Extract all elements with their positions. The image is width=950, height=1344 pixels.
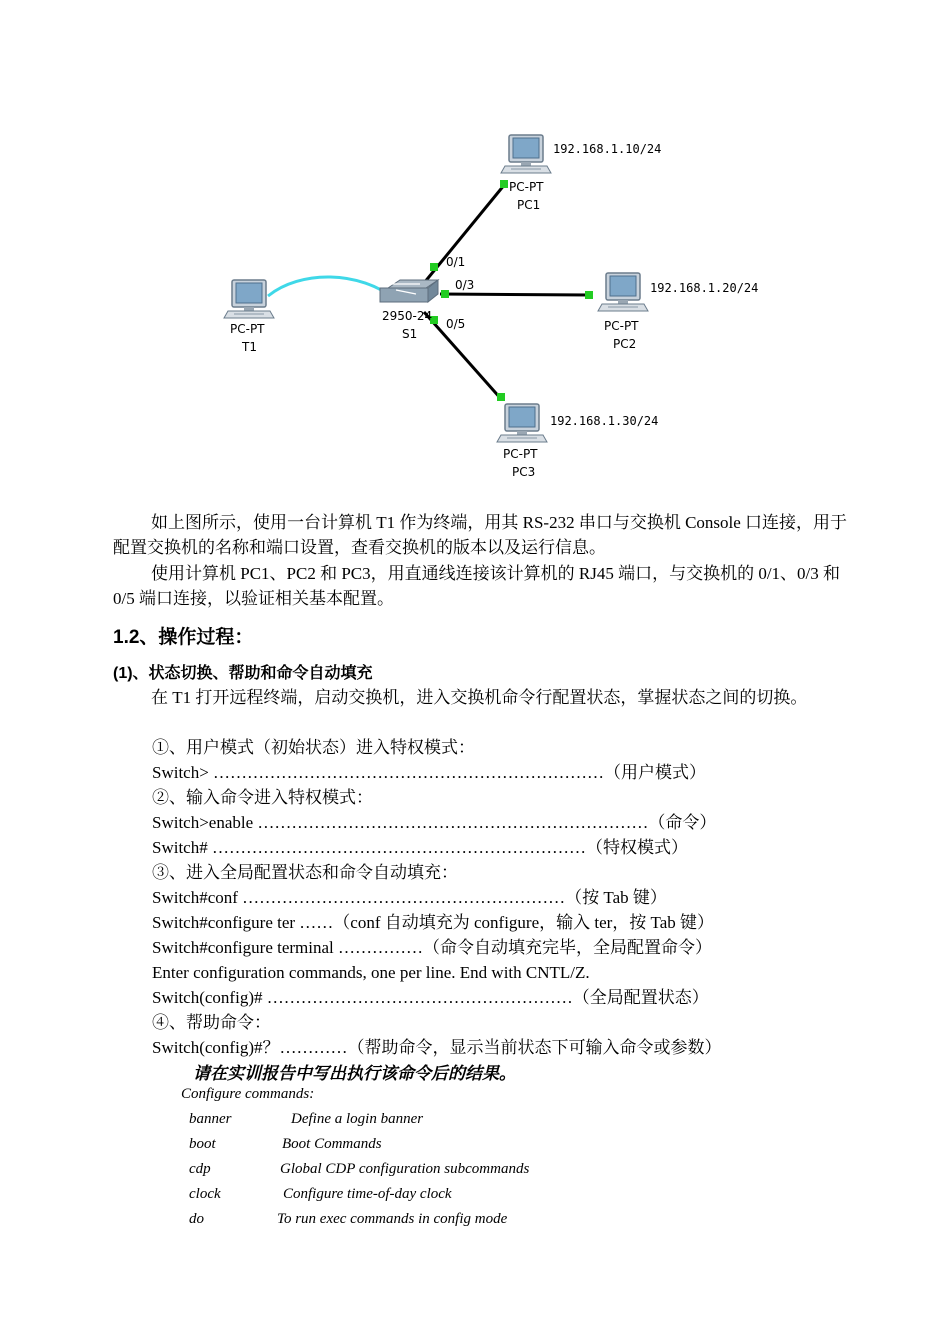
report-note: 请在实训报告中写出执行该命令后的结果。 bbox=[193, 1064, 516, 1083]
step-line: Enter configuration commands, one per line. End with CNTL/Z. bbox=[152, 963, 590, 982]
step-line: Switch#configure terminal ……………（命令自动填充完毕，全局配置命令） bbox=[152, 938, 713, 957]
t1-type-label: PC-PT bbox=[230, 322, 265, 336]
step-line: ④、帮助命令： bbox=[152, 1013, 271, 1032]
step-line: Switch> ……………………………………………………………（用户模式） bbox=[152, 763, 707, 782]
network-topology-diagram bbox=[0, 0, 950, 500]
port-label-0-1: 0/1 bbox=[446, 255, 466, 269]
intro-paragraph-1: 如上图所示，使用一台计算机 T1 作为终端，用其 RS-232 串口与交换机 Console 口连接，用于配置交换机的名称和端口设置，查看交换机的版本以及运行信息。 bbox=[113, 513, 848, 557]
step-line: Switch(config)# ………………………………………………（全局配置状态） bbox=[152, 988, 709, 1007]
pc2-type-label: PC-PT bbox=[604, 319, 639, 333]
port-light bbox=[430, 263, 438, 271]
switch-name-label: S1 bbox=[402, 327, 418, 341]
switch-type-label: 2950-24 bbox=[382, 309, 433, 323]
step-line: Switch#conf …………………………………………………（按 Tab 键） bbox=[152, 888, 667, 907]
t1-name-label: T1 bbox=[242, 340, 257, 354]
step-line: ①、用户模式（初始状态）进入特权模式： bbox=[152, 738, 475, 757]
pc1-computer-icon bbox=[501, 135, 551, 173]
command-description: Configure time-of-day clock bbox=[283, 1186, 452, 1202]
pc3-ip-label: 192.168.1.30/24 bbox=[550, 414, 659, 428]
pc2-ip-label: 192.168.1.20/24 bbox=[650, 281, 759, 295]
procedure-paragraph: 在 T1 打开远程终端，启动交换机，进入交换机命令行配置状态，掌握状态之间的切换。 bbox=[151, 688, 808, 707]
port-light bbox=[500, 180, 508, 188]
pc1-name-label: PC1 bbox=[517, 198, 541, 212]
step-line: Switch# …………………………………………………………（特权模式） bbox=[152, 838, 688, 857]
port-light bbox=[441, 290, 449, 298]
port-label-0-3: 0/3 bbox=[455, 278, 475, 292]
configure-commands-title: Configure commands: bbox=[181, 1086, 315, 1102]
command-description: To run exec commands in config mode bbox=[277, 1211, 508, 1227]
step-line: ②、输入命令进入特权模式： bbox=[152, 788, 373, 807]
intro-paragraph-2: 使用计算机 PC1、PC2 和 PC3，用直通线连接该计算机的 RJ45 端口，与交换机的 0/1、0/3 和 0/5 端口连接，以验证相关基本配置。 bbox=[113, 564, 841, 608]
section-heading: 1.2、操作过程： bbox=[113, 627, 254, 648]
subsection-heading: (1)、状态切换、帮助和命令自动填充 bbox=[113, 665, 373, 682]
pc2-computer-icon bbox=[598, 273, 648, 311]
pc2-name-label: PC2 bbox=[613, 337, 637, 351]
pc1-ip-label: 192.168.1.10/24 bbox=[553, 142, 662, 156]
console-cable bbox=[268, 277, 396, 300]
step-line: Switch#configure ter ……（conf 自动填充为 configure，输入 ter，按 Tab 键） bbox=[152, 913, 715, 932]
link-s1-pc2 bbox=[440, 294, 590, 295]
pc3-name-label: PC3 bbox=[512, 465, 536, 479]
port-label-0-5: 0/5 bbox=[446, 317, 466, 331]
command-description: Boot Commands bbox=[282, 1136, 382, 1152]
command-description: Define a login banner bbox=[291, 1111, 424, 1127]
command-name: banner bbox=[189, 1111, 232, 1127]
command-name: clock bbox=[189, 1186, 221, 1202]
port-light bbox=[497, 393, 505, 401]
step-line: Switch(config)#？…………（帮助命令，显示当前状态下可输入命令或参数） bbox=[152, 1038, 722, 1057]
step-line: Switch>enable ……………………………………………………………（命令） bbox=[152, 813, 717, 832]
pc3-type-label: PC-PT bbox=[503, 447, 538, 461]
switch-icon bbox=[380, 280, 438, 302]
command-description: Global CDP configuration subcommands bbox=[280, 1161, 530, 1177]
pc1-type-label: PC-PT bbox=[509, 180, 544, 194]
step-line: ③、进入全局配置状态和命令自动填充： bbox=[152, 863, 458, 882]
port-light bbox=[585, 291, 593, 299]
pc3-computer-icon bbox=[497, 404, 547, 442]
t1-computer-icon bbox=[224, 280, 274, 318]
command-name: boot bbox=[189, 1136, 216, 1152]
command-name: do bbox=[189, 1211, 204, 1227]
command-name: cdp bbox=[189, 1161, 211, 1177]
